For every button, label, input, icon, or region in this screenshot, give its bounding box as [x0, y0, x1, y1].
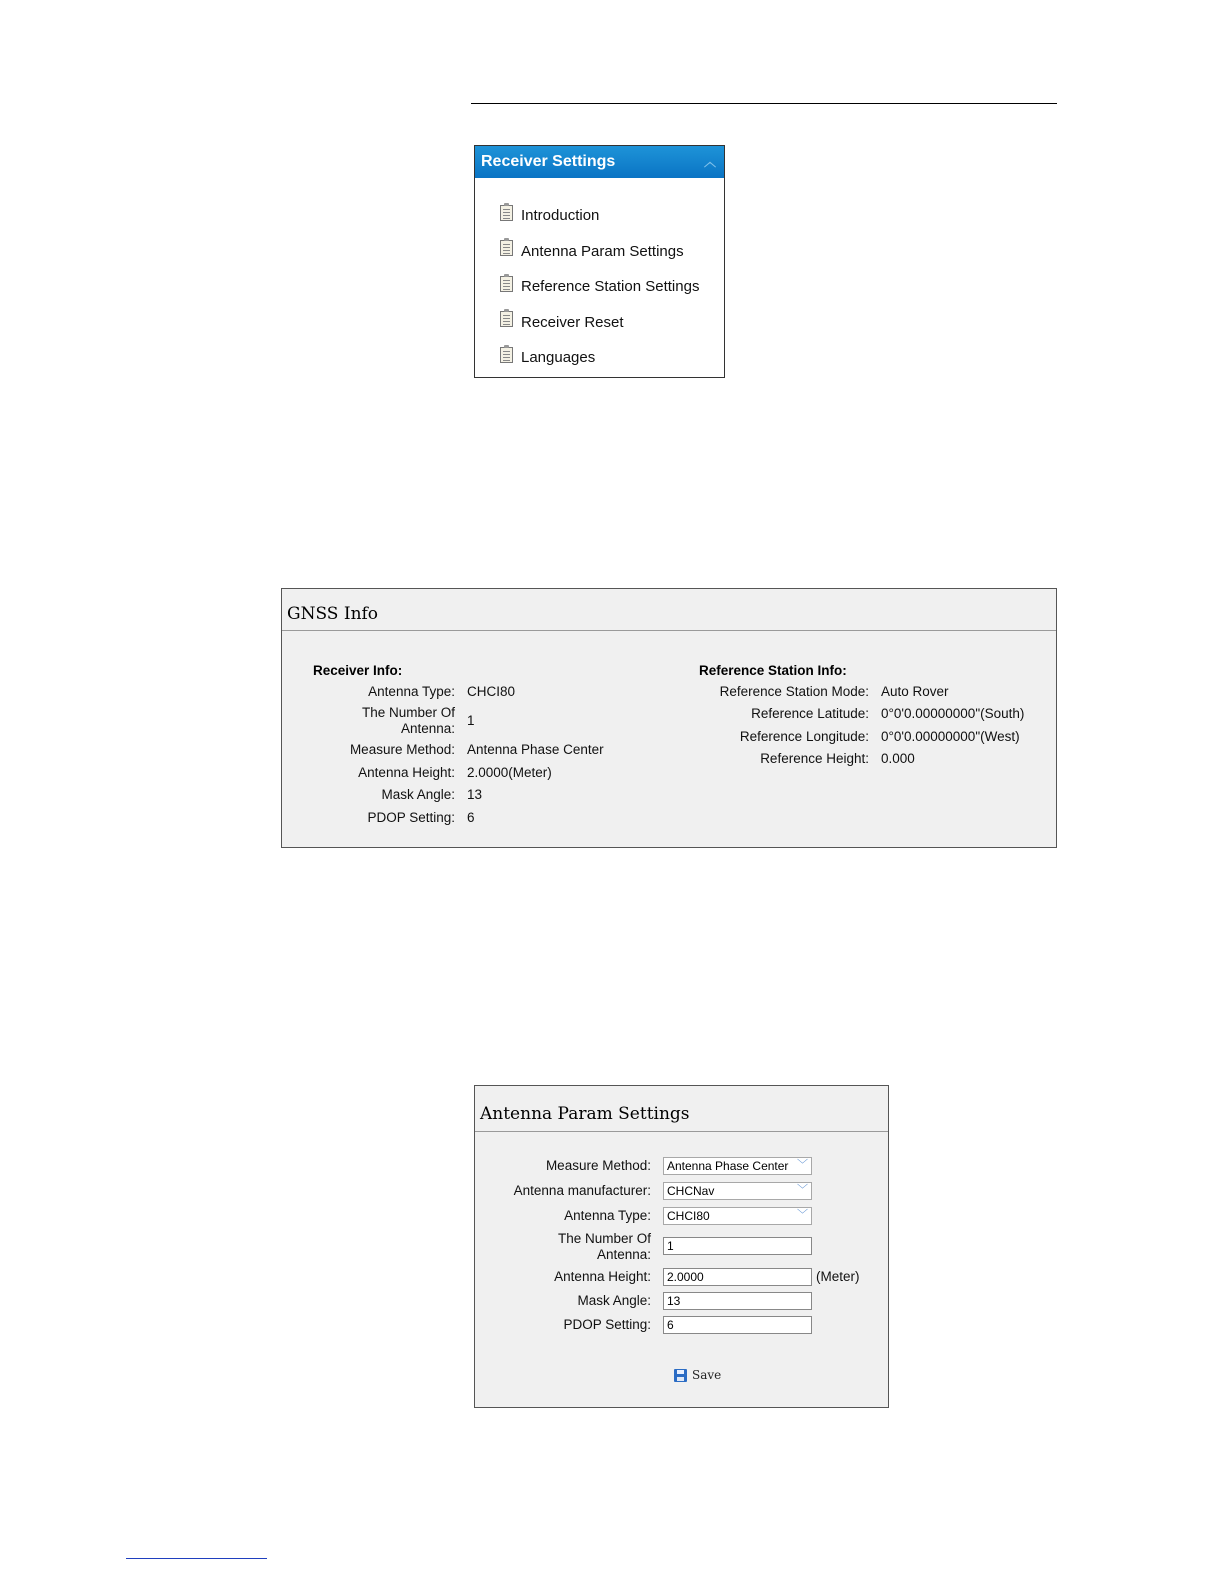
- antenna-count-label-line1: The Number Of: [557, 1231, 651, 1246]
- panel-title: Antenna Param Settings: [475, 1086, 888, 1132]
- antenna-type-value: CHCI80: [467, 684, 516, 699]
- menu-item-label: Languages: [521, 349, 596, 367]
- menu-header[interactable]: [475, 146, 724, 178]
- document-icon: [500, 276, 513, 292]
- menu-item-receiver-reset[interactable]: [500, 305, 724, 341]
- reference-latitude-value: 0°0'0.00000000"(South): [881, 706, 1025, 721]
- antenna-count-label: [558, 1231, 651, 1263]
- pdop-setting-label: PDOP Setting:: [367, 810, 455, 825]
- menu-item-label: Receiver Reset: [521, 313, 624, 331]
- reference-station-info-heading: Reference Station Info:: [699, 663, 847, 678]
- antenna-count-label-line2: Antenna:: [400, 721, 455, 736]
- antenna-type-label: Antenna Type:: [564, 1208, 651, 1223]
- save-button[interactable]: [674, 1368, 721, 1382]
- antenna-height-unit: (Meter): [816, 1269, 860, 1284]
- document-icon: [500, 347, 513, 363]
- antenna-height-input[interactable]: 2.0000: [663, 1268, 812, 1286]
- antenna-count-value: 1: [467, 713, 475, 728]
- mask-angle-label: Mask Angle:: [381, 787, 455, 802]
- antenna-height-label: Antenna Height:: [358, 765, 455, 780]
- menu-item-introduction[interactable]: [500, 198, 724, 234]
- antenna-count-input[interactable]: 1: [663, 1237, 812, 1255]
- antenna-count-label: [362, 705, 455, 737]
- antenna-height-label: Antenna Height:: [554, 1269, 651, 1284]
- gnss-info-panel: [281, 588, 1057, 848]
- page-header-rule: [471, 103, 1057, 104]
- reference-latitude-label: Reference Latitude:: [751, 706, 869, 721]
- antenna-type-select[interactable]: [663, 1207, 812, 1225]
- antenna-height-value: 2.0000(Meter): [467, 765, 552, 780]
- menu-item-label: Reference Station Settings: [521, 278, 700, 296]
- menu-item-label: Introduction: [521, 207, 600, 225]
- chevron-down-icon: ﹀: [797, 1159, 808, 1171]
- document-icon: [500, 240, 513, 256]
- receiver-settings-menu: [474, 145, 725, 378]
- reference-station-mode-value: Auto Rover: [881, 684, 949, 699]
- receiver-info-heading: Receiver Info:: [313, 663, 403, 678]
- reference-station-mode-label: Reference Station Mode:: [719, 684, 869, 699]
- antenna-manufacturer-selected: CHCNav: [667, 1184, 715, 1198]
- document-icon: [500, 205, 513, 221]
- menu-item-label: Antenna Param Settings: [521, 242, 684, 260]
- mask-angle-value: 13: [467, 787, 483, 802]
- antenna-manufacturer-select[interactable]: [663, 1182, 812, 1200]
- mask-angle-input[interactable]: 13: [663, 1292, 812, 1310]
- pdop-setting-value: 6: [467, 810, 475, 825]
- measure-method-label: Measure Method:: [545, 1158, 651, 1173]
- menu-item-reference-station-settings[interactable]: [500, 269, 724, 305]
- chevron-down-icon: ﹀: [797, 1209, 808, 1221]
- menu-item-languages[interactable]: [500, 340, 724, 376]
- pdop-setting-label: PDOP Setting:: [563, 1317, 651, 1332]
- floppy-disk-icon: [674, 1369, 687, 1382]
- antenna-type-selected: CHCI80: [667, 1209, 710, 1223]
- antenna-param-settings-panel: [474, 1085, 889, 1408]
- reference-longitude-label: Reference Longitude:: [739, 729, 869, 744]
- menu-title: Receiver Settings: [481, 153, 616, 170]
- chevron-down-icon: ﹀: [797, 1184, 808, 1196]
- save-label: Save: [692, 1368, 722, 1382]
- antenna-manufacturer-label: Antenna manufacturer:: [513, 1183, 651, 1198]
- mask-angle-label: Mask Angle:: [577, 1293, 651, 1308]
- menu-item-antenna-param-settings[interactable]: [500, 234, 724, 270]
- measure-method-selected: Antenna Phase Center: [667, 1159, 789, 1173]
- pdop-setting-input[interactable]: 6: [663, 1316, 812, 1334]
- reference-height-label: Reference Height:: [760, 751, 869, 766]
- chevron-up-icon[interactable]: ︿: [703, 155, 716, 169]
- measure-method-select[interactable]: [663, 1157, 812, 1175]
- antenna-type-label: Antenna Type:: [368, 684, 455, 699]
- measure-method-value: Antenna Phase Center: [467, 742, 604, 757]
- antenna-count-label-line1: The Number Of: [361, 705, 455, 720]
- menu-list: [475, 178, 724, 376]
- measure-method-label: Measure Method:: [349, 742, 455, 757]
- reference-height-value: 0.000: [881, 751, 915, 766]
- panel-title: GNSS Info: [282, 589, 1056, 631]
- reference-longitude-value: 0°0'0.00000000"(West): [881, 729, 1020, 744]
- document-icon: [500, 311, 513, 327]
- antenna-count-label-line2: Antenna:: [596, 1247, 651, 1262]
- footnote-rule: [126, 1558, 267, 1559]
